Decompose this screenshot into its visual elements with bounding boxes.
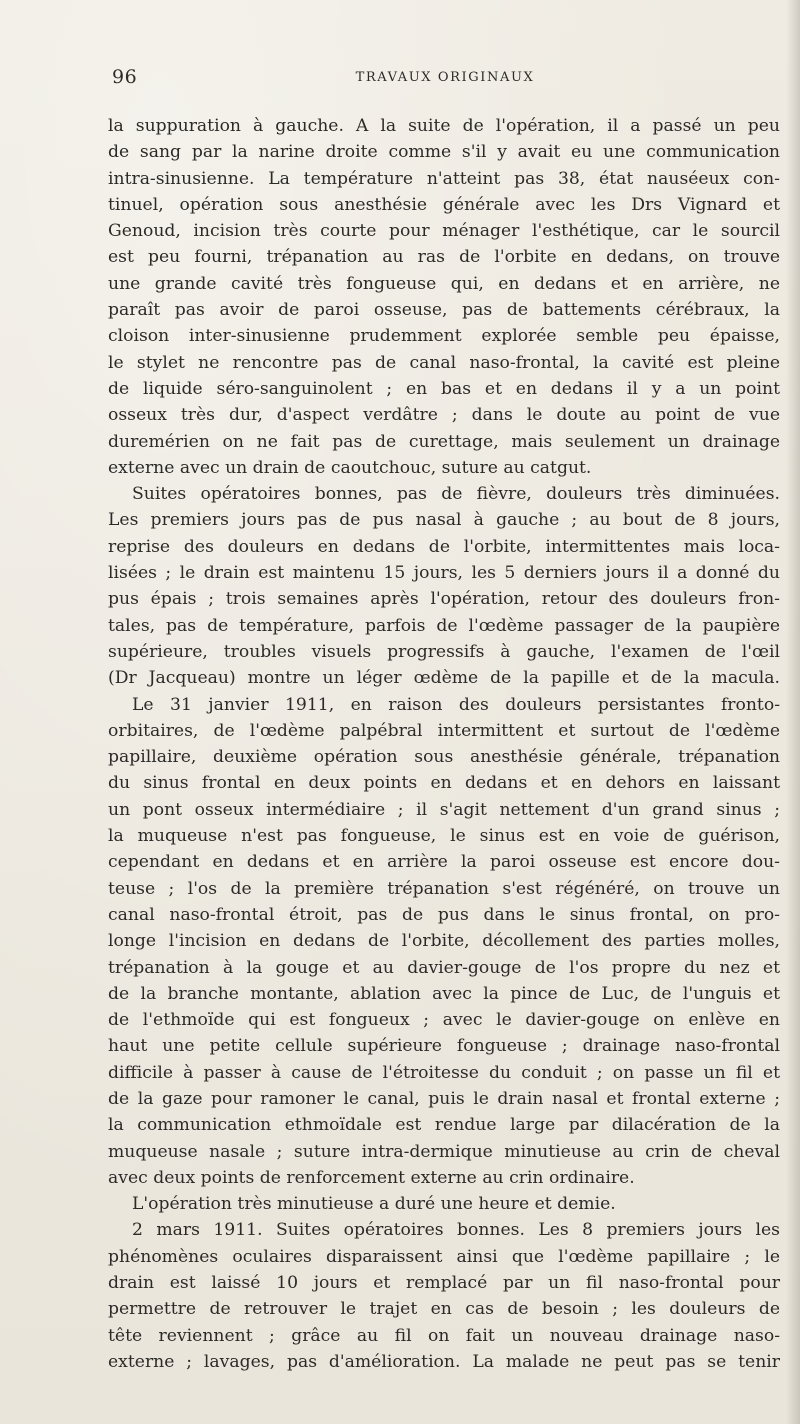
text-line: du sinus frontal en deux points en dedans et en dehors en laissant (108, 773, 780, 794)
text-line: de liquide séro-sanguinolent ; en bas et en dedans il y a un point (108, 378, 780, 399)
text-line: est peu fourni, trépanation au ras de l'orbite en dedans, on trouve (108, 247, 780, 268)
text-line: duremérien on ne fait pas de curettage, mais seulement un drainage (108, 431, 780, 452)
text-line: la muqueuse n'est pas fongueuse, le sinus est en voie de guérison, (108, 826, 780, 847)
text-line: de la branche montante, ablation avec la pince de Luc, de l'unguis et (108, 983, 780, 1004)
text-line: avec deux points de renforcement externe au crin ordinaire. (108, 1167, 635, 1188)
text-line: cloison inter-sinusienne prudemment explorée semble peu épaisse, (108, 326, 780, 347)
text-line: Genoud, incision très courte pour ménager l'esthétique, car le sourcil (108, 221, 780, 242)
text-line: drain est laissé 10 jours et remplacé par un fil naso-frontal pour (108, 1273, 780, 1294)
text-line: reprise des douleurs en dedans de l'orbite, intermittentes mais loca- (108, 536, 780, 557)
text-line: externe ; lavages, pas d'amélioration. La malade ne peut pas se tenir (108, 1351, 780, 1372)
text-line: de sang par la narine droite comme s'il y avait eu une communication (108, 142, 780, 163)
text-line: cependant en dedans et en arrière la paroi osseuse est encore dou- (108, 852, 780, 873)
text-line: haut une petite cellule supérieure fongueuse ; drainage naso-frontal (108, 1036, 780, 1057)
text-line: une grande cavité très fongueuse qui, en dedans et en arrière, ne (108, 273, 780, 294)
text-line: permettre de retrouver le trajet en cas de besoin ; les douleurs de (108, 1299, 780, 1320)
text-line: papillaire, deuxième opération sous anesthésie générale, trépanation (108, 747, 780, 768)
page-number: 96 (112, 66, 138, 88)
text-line: muqueuse nasale ; suture intra-dermique minutieuse au crin de cheval (108, 1141, 780, 1162)
text-line: tinuel, opération sous anesthésie générale avec les Drs Vignard et (108, 194, 780, 215)
text-line: Les premiers jours pas de pus nasal à gauche ; au bout de 8 jours, (108, 510, 780, 531)
text-line: la communication ethmoïdale est rendue large par dilacération de la (108, 1115, 780, 1136)
text-line: lisées ; le drain est maintenu 15 jours, les 5 derniers jours il a donné du (108, 563, 780, 584)
text-line: phénomènes oculaires disparaissent ainsi que l'œdème papillaire ; le (108, 1246, 780, 1267)
text-line: 2 mars 1911. Suites opératoires bonnes. Les 8 premiers jours les (132, 1220, 780, 1241)
text-line: orbitaires, de l'œdème palpébral intermittent et surtout de l'œdème (108, 720, 780, 741)
text-line: un pont osseux intermédiaire ; il s'agit nettement d'un grand sinus ; (108, 799, 780, 820)
text-line: teuse ; l'os de la première trépanation s'est régénéré, on trouve un (108, 878, 780, 899)
text-line: la suppuration à gauche. A la suite de l'opération, il a passé un peu (108, 116, 780, 136)
text-line: de l'ethmoïde qui est fongueux ; avec le davier-gouge on enlève en (108, 1010, 780, 1031)
text-line: (Dr Jacqueau) montre un léger œdème de la papille et de la macula. (108, 668, 780, 689)
text-line: tête reviennent ; grâce au fil on fait un nouveau drainage naso- (108, 1325, 780, 1346)
text-line: longe l'incision en dedans de l'orbite, décollement des parties molles, (108, 931, 780, 952)
text-line: Le 31 janvier 1911, en raison des douleurs persistantes fronto- (132, 694, 780, 715)
text-line: trépanation à la gouge et au davier-gouge de l'os propre du nez et (108, 957, 780, 978)
running-title: TRAVAUX ORIGINAUX (355, 70, 535, 85)
text-line: L'opération très minutieuse a duré une heure et demie. (132, 1194, 616, 1215)
text-line: externe avec un drain de caoutchouc, suture au catgut. (108, 457, 592, 478)
text-line: Suites opératoires bonnes, pas de fièvre, douleurs très diminuées. (132, 484, 780, 505)
body-text (108, 113, 780, 1375)
text-line: le stylet ne rencontre pas de canal naso-frontal, la cavité est pleine (108, 352, 780, 373)
text-line: de la gaze pour ramoner le canal, puis le drain nasal et frontal externe ; (108, 1088, 780, 1109)
text-line: pus épais ; trois semaines après l'opération, retour des douleurs fron- (108, 589, 780, 610)
text-line: tales, pas de température, parfois de l'œdème passager de la paupière (108, 615, 780, 636)
text-line: intra-sinusienne. La température n'atteint pas 38, état nauséeux con- (108, 168, 780, 189)
text-line: canal naso-frontal étroit, pas de pus dans le sinus frontal, on pro- (108, 904, 780, 925)
text-line: supérieure, troubles visuels progressifs à gauche, l'examen de l'œil (108, 641, 780, 662)
page-header (112, 66, 778, 92)
page-edge-shadow (786, 0, 800, 1424)
text-line: difficile à passer à cause de l'étroitesse du conduit ; on passe un fil et (108, 1062, 780, 1083)
text-line: osseux très dur, d'aspect verdâtre ; dans le doute au point de vue (108, 405, 780, 426)
text-line: paraît pas avoir de paroi osseuse, pas de battements cérébraux, la (108, 300, 780, 321)
